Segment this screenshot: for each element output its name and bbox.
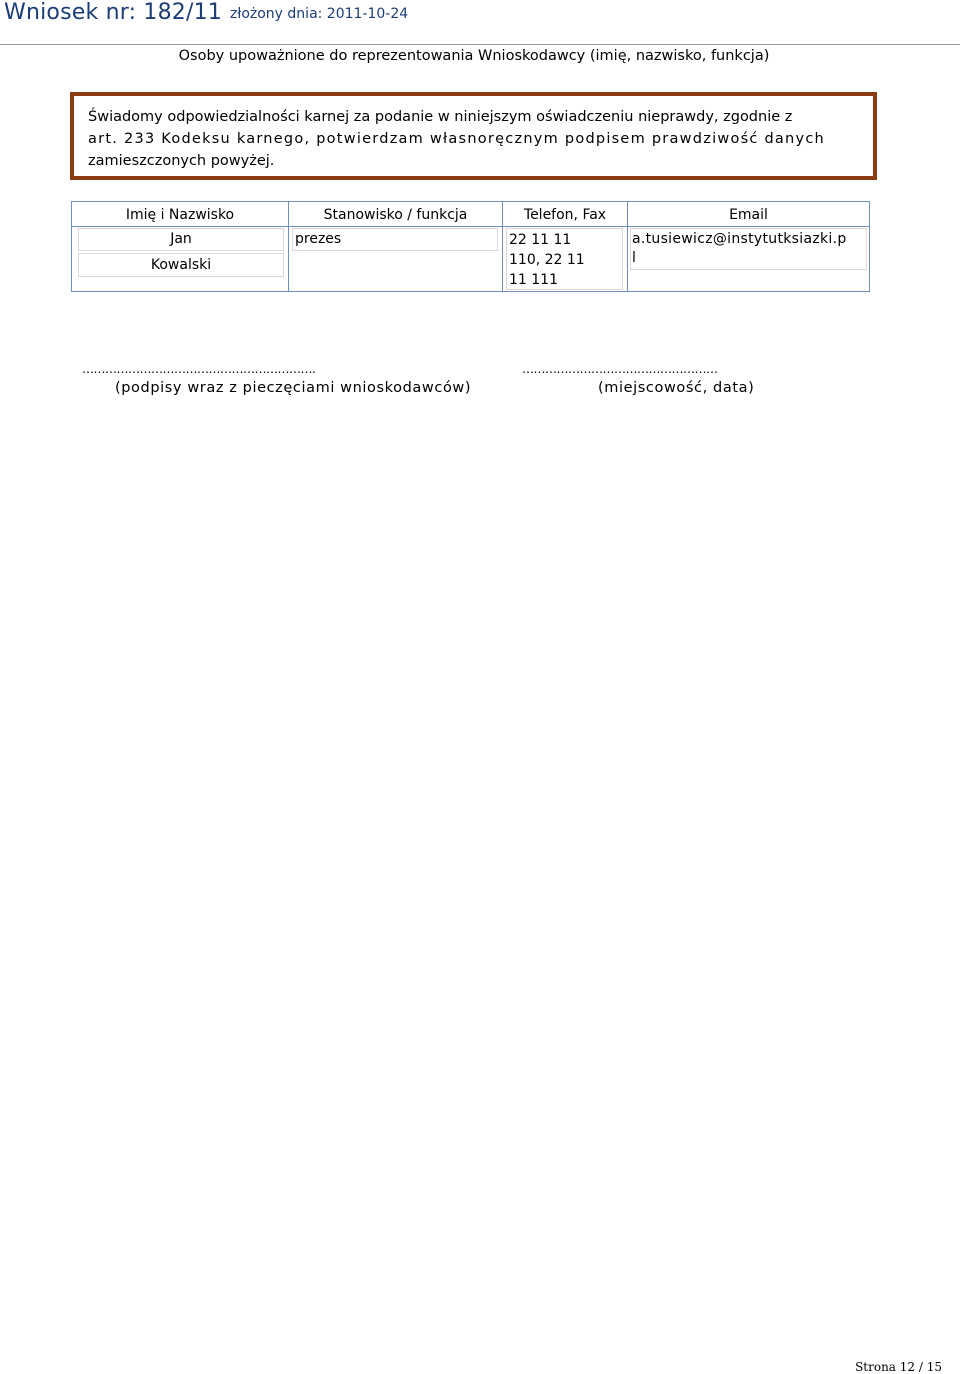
declaration-line-1: Świadomy odpowiedzialności karnej za podanie w niniejszym oświadczeniu nieprawdy, zgodnie z: [88, 109, 793, 125]
column-header-name: Imię i Nazwisko: [125, 207, 235, 223]
header-divider: [0, 44, 960, 45]
column-divider: [627, 202, 628, 291]
representatives-table: [71, 201, 870, 292]
place-date-dotted-line: ……………………………………………: [522, 362, 718, 376]
last-name-cell: [78, 253, 284, 277]
declaration-line-3: zamieszczonych powyżej.: [88, 153, 275, 169]
submission-date: złożony dnia: 2011-10-24: [230, 6, 409, 22]
last-name: Kowalski: [150, 257, 212, 273]
email-line: a.tusiewicz@instytutksiazki.p: [632, 231, 847, 247]
application-number: Wniosek nr: 182/11: [4, 0, 223, 25]
place-date-caption: (miejscowość, data): [598, 380, 755, 396]
column-divider: [288, 202, 289, 291]
phone-cell: [506, 228, 623, 290]
column-header-position: Stanowisko / funkcja: [323, 207, 468, 223]
column-divider: [502, 202, 503, 291]
document-header: [0, 0, 960, 46]
signature-section: [0, 362, 960, 402]
email-line: l: [632, 250, 637, 266]
first-name: Jan: [170, 231, 192, 247]
phone-line: 11 111: [509, 272, 558, 288]
position-cell: [292, 228, 498, 251]
phone-line: 22 11 11: [509, 232, 572, 248]
declaration-box: [70, 92, 877, 180]
signature-dotted-line: …………………………………………………….: [82, 362, 316, 376]
email-cell: [630, 228, 867, 270]
section-heading: Osoby upoważnione do reprezentowania Wnioskodawcy (imię, nazwisko, funkcja): [178, 48, 770, 64]
column-header-phone: Telefon, Fax: [523, 207, 607, 223]
page-number: Strona 12 / 15: [855, 1360, 942, 1374]
phone-line: 110, 22 11: [509, 252, 585, 268]
signature-caption: (podpisy wraz z pieczęciami wnioskodawców): [115, 380, 472, 396]
column-header-email: Email: [729, 207, 768, 223]
declaration-line-2: art. 233 Kodeksu karnego, potwierdzam własnoręcznym podpisem prawdziwość danych: [88, 131, 825, 147]
first-name-cell: [78, 228, 284, 251]
header-row-divider: [72, 226, 869, 227]
position: prezes: [295, 231, 342, 247]
